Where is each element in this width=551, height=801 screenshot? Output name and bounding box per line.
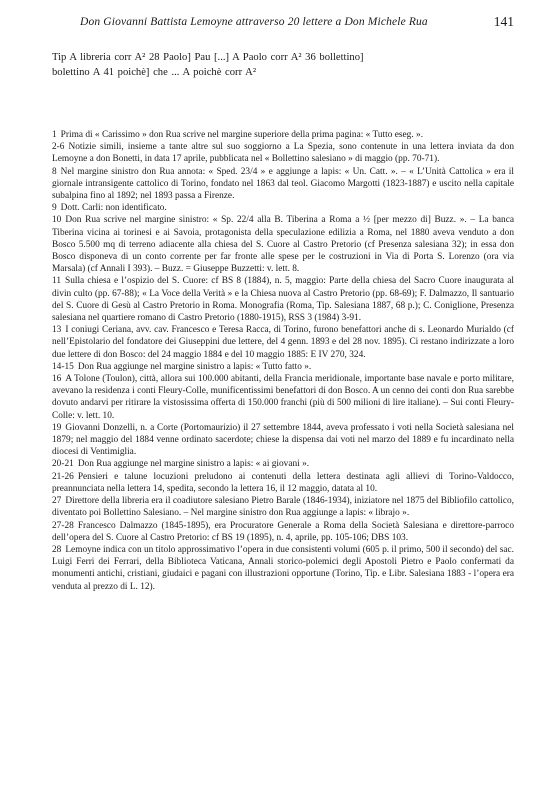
footnote-number: 27: [52, 496, 62, 507]
footnote-text: Notizie simili, insieme a tante altre sul suo soggiorno a La Spezia, sono contenute in una lettera inviata da don Lemoyne a don Bonetti, in data 17 aprile, pubblicata nel « Bollettino salesiano » di maggio (pp. 70-71).: [52, 142, 514, 165]
footnote-text: Giovanni Donzelli, n. a Corte (Portomaurizio) il 27 settembre 1844, aveva professato i voti nella Società salesiana nel 1879; nel maggio del 1884 venne ordinato sacerdote; chiese la dispensa dai voti nel marzo del 1889 e fu incardinato nella diocesi di Ventimiglia.: [52, 422, 514, 458]
footnote-text: Don Rua aggiunge nel margine sinistro a lapis: « Tutto fatto ».: [77, 361, 312, 372]
footnote: [52, 495, 514, 519]
footnote-text: I coniugi Ceriana, avv. cav. Francesco e Teresa Racca, di Torino, furono benefattori anche di s. Leonardo Murialdo (cf nell’Epistolario del fondatore dei Giuseppini due lettere, del 4 genn. 1893 e del 28 nov. 1895). Ci restano indirizzate a loro due lettere di don Bosco: del 24 maggio 1884 e del 10 maggio 1885: E IV 270, 324.: [52, 325, 514, 360]
footnote-text: Nel margine sinistro don Rua annota: « Sped. 23/4 » e aggiunge a lapis: « Un. Catt. ». – « L’Unità Cattolica » era il giornale intransigente cattolico di Torino, fondato nel 1863 dal teol. Giacomo Margotti (1823-1887) e uscito nella capitale subalpina fino al 1892; nel 1893 passa a Firenze.: [52, 166, 514, 202]
footnote-text: Francesco Dalmazzo (1845-1895), era Procuratore Generale a Roma della Società Salesiana e direttore-parroco dell’opera del S. Cuore al Castro Pretorio: cf BS 19 (1895), n. 4, aprile, pp. 105-106; DBS 103.: [52, 520, 514, 543]
footnote-number: 20-21: [52, 459, 74, 470]
apparatus-line: bolettino A 41 poichè] che ... A poichè corr A²: [52, 67, 256, 78]
footnote-number: 16: [52, 374, 62, 385]
footnote: [52, 275, 514, 324]
footnote: [52, 361, 514, 373]
footnote-text: Lemoyne indica con un titolo approssimativo l’opera in due consistenti volumi (605 p. il primo, 500 il secondo) del sac. Luigi Ferri dei Ferrari, della Biblioteca Vaticana, Annali storico-polemici degli Apostoli Pietro e Paolo confermati da monumenti antichi, cristiani, giudaici e pagani con illustrazioni opportune (Torino, Tip. e Libr. Salesiana 1883 - l’opera era venduta al prezzo di L. 12).: [52, 544, 514, 592]
footnote-number: 28: [52, 544, 62, 555]
footnote: [52, 544, 514, 593]
footnote: [52, 141, 514, 165]
footnote-text: Dott. Carli: non identificato.: [60, 203, 167, 214]
footnote: [52, 458, 514, 470]
footnote-number: 14-15: [52, 361, 74, 372]
footnote-text: Sulla chiesa e l’ospizio del S. Cuore: cf BS 8 (1884), n. 5, maggio: Parte della chiesa del Sacro Cuore inaugurata al divin culto (pp. 67-88); « La Voce della Verità » e la Chiesa nuova al Castro Pretorio (pp. 68-69); F. Dalmazzo, Il santuario del S. Cuore di Gesù al Castro Pretorio in Roma. Monografia (Roma, Tip. Salesiana 1887, 68 p.); C. Coniglione, Presenza salesiana nel quartiere romano di Castro Pretorio (1880-1915), RSS 3 (1984) 3-91.: [52, 276, 514, 324]
footnote: [52, 373, 514, 422]
footnote: [52, 129, 514, 141]
footnote: [52, 202, 514, 214]
footnote: [52, 214, 514, 275]
critical-apparatus: [52, 50, 514, 80]
apparatus-line: Tip A libreria corr A² 28 Paolo] Pau [...] A Paolo corr A² 36 bollettino]: [52, 52, 364, 63]
footnotes: [52, 129, 514, 593]
book-page: [52, 14, 514, 794]
footnote-number: 21-26: [52, 471, 74, 482]
footnote-text: A Tolone (Toulon), città, allora sui 100.000 abitanti, della Francia meridionale, importante base navale e porto militare, avevano la residenza i conti Fleury-Colle, munificentissimi benefattori di don Bosco. A un cenno dei conti don Rua sarebbe dovuto andarvi per ritirare la vistosissima offerta di 150.000 franchi (più di 500 milioni di lire italiane). – Sui conti Fleury-Colle: v. lett. 10.: [52, 374, 514, 421]
footnote-number: 27-28: [52, 520, 74, 531]
footnote-text: Direttore della libreria era il coadiutore salesiano Pietro Barale (1846-1934), iniziatore nel 1875 del Bibliofilo cattolico, diventato poi Bollettino Salesiano. – Nel margine sinistro don Rua aggiunge a lapis: « librajo ».: [52, 496, 514, 519]
footnote-text: Don Rua scrive nel margine sinistro: « Sp. 22/4 alla B. Tiberina a Roma a ½ [per mezzo di] Buzz. ». – La banca Tiberina vicina ai torinesi e ai Savoia, protagonista della speculazione edilizia a Roma, nel 1880 aveva venduto a don Bosco 5.500 mq di terreno adiacente alla chiesa del S. Cuore al Castro Pretorio (cf Presenza salesiana 32); in essa don Bosco disponeva di un conto corrente per far fronte alle spese per le costruzioni in Via di Porta S. Lorenzo (ora via Marsala) (cf Annali I 393). – Buzz. = Giuseppe Buzzetti: v. lett. 8.: [52, 215, 514, 275]
footnote: [52, 422, 514, 459]
footnote-number: 8: [52, 166, 57, 177]
running-header: [52, 14, 514, 36]
footnote: [52, 520, 514, 544]
footnote-number: 9: [52, 203, 57, 214]
footnote: [52, 166, 514, 203]
footnote-number: 2-6: [52, 142, 65, 153]
footnote-number: 1: [52, 130, 57, 140]
footnote-text: Pensieri e talune locuzioni preludono ai contenuti della lettera destinata agli allievi di Torino-Valdocco, preannunciata nella lettera 14, spedita, secondo la lettera 16, il 12 maggio, datata al 10.: [52, 471, 514, 494]
footnote-number: 13: [52, 325, 62, 336]
footnote-number: 11: [52, 276, 61, 287]
footnote-number: 19: [52, 422, 62, 433]
footnote: [52, 471, 514, 495]
page-number: 141: [493, 14, 514, 29]
footnote-text: Prima di « Carissimo » don Rua scrive nel margine superiore della prima pagina: « Tutto eseg. ».: [60, 130, 424, 140]
footnote: [52, 324, 514, 361]
running-title: Don Giovanni Battista Lemoyne attraverso 20 lettere a Don Michele Rua: [80, 16, 428, 28]
footnote-text: Don Rua aggiunge nel margine sinistro a lapis: « ai giovani ».: [77, 459, 310, 470]
footnote-number: 10: [52, 215, 62, 226]
